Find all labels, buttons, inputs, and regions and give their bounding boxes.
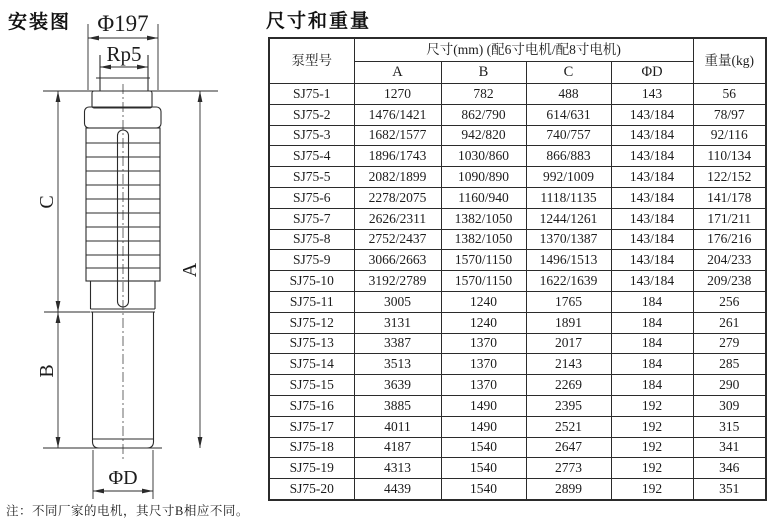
value-cell: 3387 (354, 333, 441, 354)
value-cell: 1244/1261 (526, 208, 611, 229)
value-cell: 1476/1421 (354, 104, 441, 125)
spec-table-container (268, 37, 767, 501)
dim-label-thread: Rp5 (106, 42, 142, 66)
header-dim-c: C (526, 62, 611, 84)
value-cell: 4011 (354, 416, 441, 437)
dim-label-a: A (179, 262, 201, 278)
value-cell: 143/184 (611, 229, 693, 250)
value-cell: 1682/1577 (354, 125, 441, 146)
value-cell: 740/757 (526, 125, 611, 146)
value-cell: 1090/890 (441, 167, 526, 188)
model-cell: SJ75-15 (269, 375, 354, 396)
table-row (269, 458, 766, 479)
value-cell: 4313 (354, 458, 441, 479)
model-cell: SJ75-4 (269, 146, 354, 167)
value-cell: 2626/2311 (354, 208, 441, 229)
table-row (269, 187, 766, 208)
value-cell: 192 (611, 437, 693, 458)
pump-installation-drawing (0, 0, 262, 528)
value-cell: 171/211 (693, 208, 766, 229)
table-row (269, 375, 766, 396)
value-cell: 315 (693, 416, 766, 437)
table-row (269, 416, 766, 437)
table-row (269, 104, 766, 125)
table-row (269, 437, 766, 458)
value-cell: 992/1009 (526, 167, 611, 188)
model-cell: SJ75-17 (269, 416, 354, 437)
table-row (269, 333, 766, 354)
table-title: 尺寸和重量 (266, 11, 372, 32)
dim-label-bottom-diameter: ΦD (108, 467, 138, 489)
dim-label-top-diameter: Φ197 (97, 11, 149, 36)
value-cell: 1765 (526, 291, 611, 312)
model-cell: SJ75-19 (269, 458, 354, 479)
value-cell: 1490 (441, 395, 526, 416)
value-cell: 2899 (526, 479, 611, 500)
table-row (269, 354, 766, 375)
table-row (269, 84, 766, 105)
table-row (269, 146, 766, 167)
value-cell: 4187 (354, 437, 441, 458)
table-row (269, 125, 766, 146)
header-weight: 重量(kg) (693, 38, 766, 84)
spec-table (268, 37, 767, 501)
value-cell: 143/184 (611, 125, 693, 146)
value-cell: 184 (611, 312, 693, 333)
value-cell: 614/631 (526, 104, 611, 125)
model-cell: SJ75-2 (269, 104, 354, 125)
value-cell: 184 (611, 333, 693, 354)
model-cell: SJ75-14 (269, 354, 354, 375)
value-cell: 866/883 (526, 146, 611, 167)
value-cell: 1540 (441, 437, 526, 458)
model-cell: SJ75-12 (269, 312, 354, 333)
value-cell: 1160/940 (441, 187, 526, 208)
value-cell: 143/184 (611, 271, 693, 292)
value-cell: 2521 (526, 416, 611, 437)
header-dim-b: B (441, 62, 526, 84)
value-cell: 256 (693, 291, 766, 312)
spec-table-body (269, 84, 766, 500)
value-cell: 209/238 (693, 271, 766, 292)
value-cell: 141/178 (693, 187, 766, 208)
value-cell: 3639 (354, 375, 441, 396)
value-cell: 285 (693, 354, 766, 375)
table-row (269, 479, 766, 500)
header-dims-group: 尺寸(mm) (配6寸电机/配8寸电机) (354, 38, 693, 62)
value-cell: 2647 (526, 437, 611, 458)
value-cell: 143/184 (611, 187, 693, 208)
value-cell: 2773 (526, 458, 611, 479)
value-cell: 143/184 (611, 250, 693, 271)
value-cell: 1270 (354, 84, 441, 105)
table-row (269, 271, 766, 292)
value-cell: 1382/1050 (441, 208, 526, 229)
table-row (269, 229, 766, 250)
value-cell: 1382/1050 (441, 229, 526, 250)
table-row (269, 167, 766, 188)
model-cell: SJ75-13 (269, 333, 354, 354)
table-row (269, 312, 766, 333)
value-cell: 2278/2075 (354, 187, 441, 208)
value-cell: 3885 (354, 395, 441, 416)
value-cell: 341 (693, 437, 766, 458)
value-cell: 3192/2789 (354, 271, 441, 292)
value-cell: 862/790 (441, 104, 526, 125)
value-cell: 2143 (526, 354, 611, 375)
value-cell: 1540 (441, 458, 526, 479)
value-cell: 143/184 (611, 104, 693, 125)
value-cell: 184 (611, 291, 693, 312)
value-cell: 346 (693, 458, 766, 479)
value-cell: 1370/1387 (526, 229, 611, 250)
value-cell: 176/216 (693, 229, 766, 250)
value-cell: 110/134 (693, 146, 766, 167)
table-row (269, 395, 766, 416)
value-cell: 3005 (354, 291, 441, 312)
model-cell: SJ75-20 (269, 479, 354, 500)
value-cell: 122/152 (693, 167, 766, 188)
value-cell: 309 (693, 395, 766, 416)
model-cell: SJ75-1 (269, 84, 354, 105)
value-cell: 2752/2437 (354, 229, 441, 250)
value-cell: 1570/1150 (441, 271, 526, 292)
value-cell: 4439 (354, 479, 441, 500)
value-cell: 78/97 (693, 104, 766, 125)
value-cell: 143 (611, 84, 693, 105)
model-cell: SJ75-11 (269, 291, 354, 312)
table-row (269, 208, 766, 229)
value-cell: 1496/1513 (526, 250, 611, 271)
dimension-lines (43, 24, 218, 499)
value-cell: 3513 (354, 354, 441, 375)
value-cell: 143/184 (611, 208, 693, 229)
table-row (269, 291, 766, 312)
value-cell: 3131 (354, 312, 441, 333)
value-cell: 92/116 (693, 125, 766, 146)
model-cell: SJ75-8 (269, 229, 354, 250)
model-cell: SJ75-6 (269, 187, 354, 208)
diagram-title: 安装图 (8, 12, 72, 33)
value-cell: 1240 (441, 312, 526, 333)
dim-label-c: C (36, 195, 58, 209)
value-cell: 184 (611, 354, 693, 375)
diagram-note: 注：不同厂家的电机，其尺寸B相应不同。 (6, 504, 249, 518)
value-cell: 1622/1639 (526, 271, 611, 292)
value-cell: 1370 (441, 333, 526, 354)
value-cell: 290 (693, 375, 766, 396)
model-cell: SJ75-7 (269, 208, 354, 229)
model-cell: SJ75-16 (269, 395, 354, 416)
value-cell: 56 (693, 84, 766, 105)
value-cell: 1240 (441, 291, 526, 312)
model-cell: SJ75-9 (269, 250, 354, 271)
value-cell: 3066/2663 (354, 250, 441, 271)
value-cell: 204/233 (693, 250, 766, 271)
header-dim-d: ΦD (611, 62, 693, 84)
model-cell: SJ75-3 (269, 125, 354, 146)
value-cell: 1370 (441, 375, 526, 396)
model-cell: SJ75-18 (269, 437, 354, 458)
value-cell: 192 (611, 395, 693, 416)
value-cell: 184 (611, 375, 693, 396)
value-cell: 2395 (526, 395, 611, 416)
value-cell: 143/184 (611, 167, 693, 188)
dim-label-b: B (36, 364, 58, 378)
value-cell: 143/184 (611, 146, 693, 167)
value-cell: 192 (611, 416, 693, 437)
value-cell: 1370 (441, 354, 526, 375)
header-model: 泵型号 (269, 38, 354, 84)
value-cell: 2269 (526, 375, 611, 396)
value-cell: 192 (611, 479, 693, 500)
value-cell: 1118/1135 (526, 187, 611, 208)
value-cell: 942/820 (441, 125, 526, 146)
value-cell: 1540 (441, 479, 526, 500)
model-cell: SJ75-5 (269, 167, 354, 188)
value-cell: 488 (526, 84, 611, 105)
value-cell: 351 (693, 479, 766, 500)
value-cell: 782 (441, 84, 526, 105)
table-row (269, 250, 766, 271)
value-cell: 1570/1150 (441, 250, 526, 271)
header-dim-a: A (354, 62, 441, 84)
value-cell: 1896/1743 (354, 146, 441, 167)
value-cell: 279 (693, 333, 766, 354)
value-cell: 261 (693, 312, 766, 333)
value-cell: 2082/1899 (354, 167, 441, 188)
value-cell: 2017 (526, 333, 611, 354)
value-cell: 1490 (441, 416, 526, 437)
model-cell: SJ75-10 (269, 271, 354, 292)
value-cell: 1891 (526, 312, 611, 333)
value-cell: 1030/860 (441, 146, 526, 167)
value-cell: 192 (611, 458, 693, 479)
